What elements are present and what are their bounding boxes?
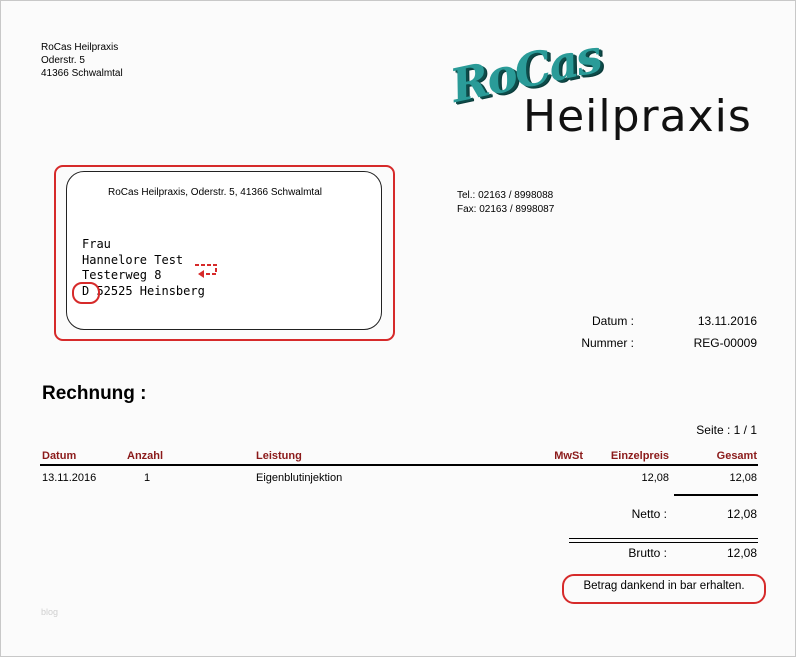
recipient-street: Testerweg 8 <box>82 268 162 282</box>
watermark: blog <box>41 607 59 617</box>
recipient-salutation: Frau <box>82 237 111 251</box>
date-label: Datum : <box>591 314 634 328</box>
brutto-value: 12,08 <box>726 546 757 560</box>
table-header-rule <box>40 464 758 466</box>
phone-number: Tel.: 02163 / 8998088 <box>457 190 554 201</box>
number-label: Nummer : <box>581 336 634 350</box>
total-double-rule <box>569 538 758 543</box>
sender-city: 41366 Schwalmtal <box>41 68 123 79</box>
payment-note: Betrag dankend in bar erhalten. <box>583 580 745 592</box>
recipient-city: D 52525 Heinsberg <box>82 283 205 298</box>
page-number: Seite : 1 / 1 <box>696 423 757 437</box>
recipient-name: Hannelore Test <box>82 252 184 267</box>
number-value: REG-00009 <box>693 336 757 350</box>
col-header-anzahl: Anzahl <box>127 450 164 462</box>
return-arrow-icon <box>194 262 220 278</box>
contact-block <box>457 189 554 217</box>
row-anzahl: 1 <box>143 472 151 484</box>
col-header-leistung: Leistung <box>256 450 302 462</box>
row-leistung: Eigenblutinjektion <box>256 472 343 484</box>
col-header-gesamt: Gesamt <box>716 450 757 462</box>
country-code-highlight <box>72 282 100 304</box>
col-header-einzelpreis: Einzelpreis <box>610 450 669 462</box>
brutto-label: Brutto : <box>628 546 667 560</box>
company-logo <box>445 28 773 151</box>
address-sender-line: RoCas Heilpraxis, Oderstr. 5, 41366 Schwalmtal <box>108 187 322 198</box>
col-header-datum: Datum <box>42 450 77 462</box>
sender-name: RoCas Heilpraxis <box>41 42 119 53</box>
date-value: 13.11.2016 <box>697 314 757 328</box>
row-gesamt: 12,08 <box>729 472 757 484</box>
recipient-address <box>82 237 205 299</box>
subtotal-rule <box>674 494 758 496</box>
sender-street: Oderstr. 5 <box>41 55 85 66</box>
logo-mark: RoCas <box>445 28 605 114</box>
netto-value: 12,08 <box>726 507 757 521</box>
sender-block <box>41 41 123 80</box>
row-datum: 13.11.2016 <box>42 472 97 484</box>
netto-label: Netto : <box>631 507 667 521</box>
row-einzelpreis: 12,08 <box>641 472 669 484</box>
col-header-mwst: MwSt <box>554 450 583 462</box>
document-title: Rechnung : <box>42 383 147 404</box>
fax-number: Fax: 02163 / 8998087 <box>457 204 555 215</box>
logo-wordmark: Heilpraxis <box>523 91 752 142</box>
